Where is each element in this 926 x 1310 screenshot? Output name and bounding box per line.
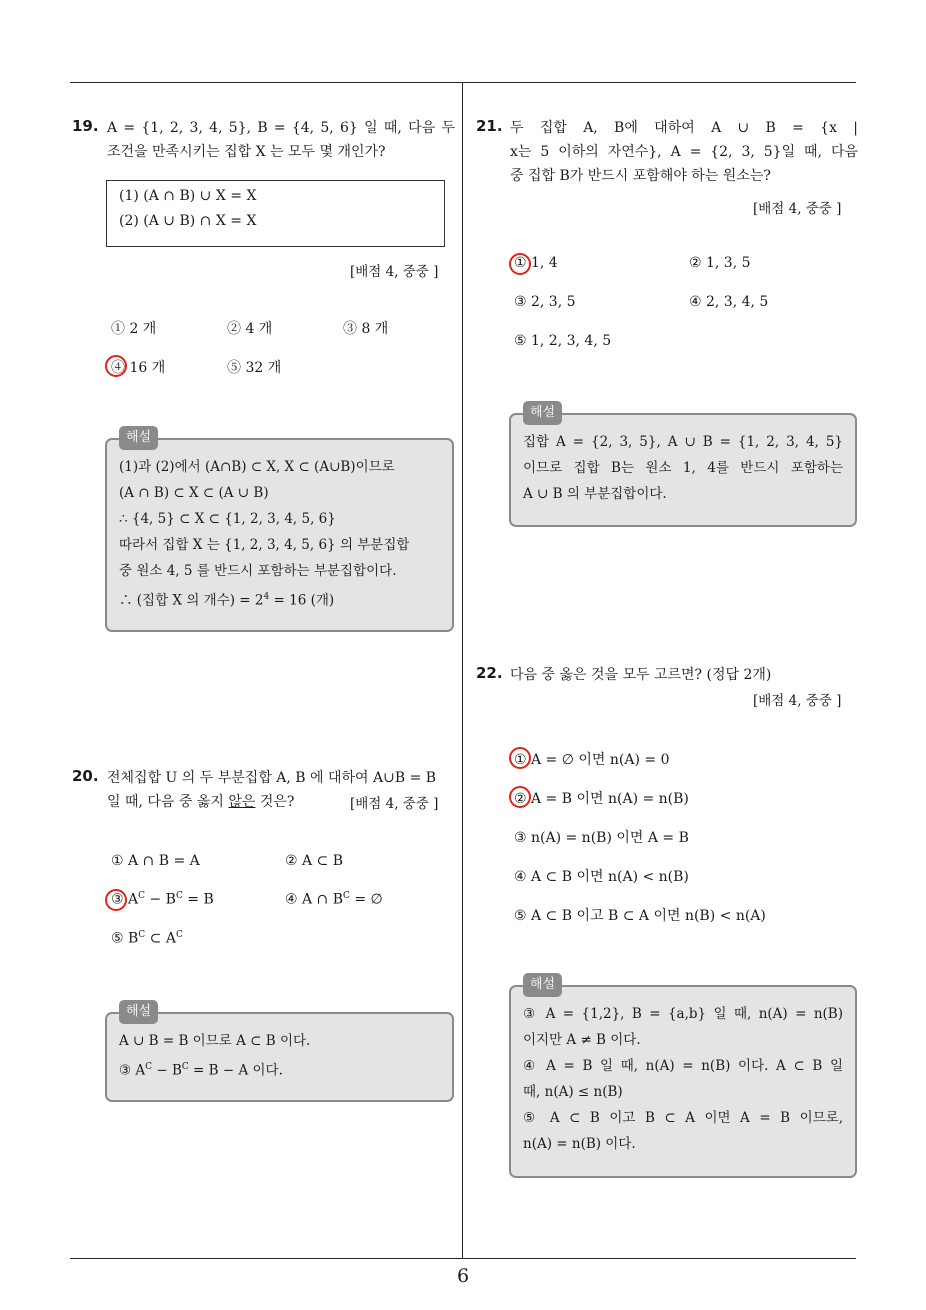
solution-label: 해설 xyxy=(119,426,158,450)
question-21-score: [배점 4, 중중 ] xyxy=(753,201,842,217)
q22-choice-4[interactable]: ④ A ⊂ B 이면 n(A) < n(B) xyxy=(514,869,689,885)
condition-2: (2) (A ∪ B) ∩ X = X xyxy=(119,213,257,229)
answer-mark-circle xyxy=(509,253,531,275)
condition-1: (1) (A ∩ B) ∪ X = X xyxy=(119,188,257,204)
column-divider xyxy=(462,82,463,1259)
q22-choice-2[interactable]: ② A = B 이면 n(A) = n(B) xyxy=(514,791,689,807)
underlined-word: 않은 xyxy=(228,794,256,810)
q19-choice-1[interactable]: ① 2 개 xyxy=(111,321,157,337)
q21-choice-2[interactable]: ② 1, 3, 5 xyxy=(689,255,751,271)
q20-choice-1[interactable]: ① A ∩ B = A xyxy=(111,853,200,869)
question-20-score: [배점 4, 중중 ] xyxy=(350,796,439,812)
question-19-score: [배점 4, 중중 ] xyxy=(350,264,439,280)
question-21-text: 두 집합 A, B에 대하여 A ∪ B = {x | x는 5 이하의 자연수}, A = {2, 3, 5}일 때, 다음 중 집합 B가 반드시 포함해야 하는 원소는? xyxy=(510,120,858,184)
q20-choice-2[interactable]: ② A ⊂ B xyxy=(285,853,344,869)
q19-choice-2[interactable]: ② 4 개 xyxy=(227,321,273,337)
q21-choice-4[interactable]: ④ 2, 3, 4, 5 xyxy=(689,294,769,310)
question-19-conditions xyxy=(106,180,445,247)
page-number: 6 xyxy=(456,1265,470,1287)
q19-choice-4[interactable]: ④ 16 개 xyxy=(111,360,166,376)
q22-choice-5[interactable]: ⑤ A ⊂ B 이고 B ⊂ A 이면 n(B) < n(A) xyxy=(514,908,766,924)
question-22-number: 22. xyxy=(476,664,503,682)
answer-mark-circle xyxy=(509,747,531,769)
q20-choice-5[interactable]: ⑤ $B^C$ ⊂ $A^C$ xyxy=(111,930,183,947)
q19-choice-3[interactable]: ③ 8 개 xyxy=(343,321,389,337)
question-19-text: A = {1, 2, 3, 4, 5}, B = {4, 5, 6} 일 때, 다음 두 조건을 만족시키는 집합 X 는 모두 몇 개인가? xyxy=(107,120,455,160)
question-21-number: 21. xyxy=(476,117,503,135)
q22-choice-3[interactable]: ③ n(A) = n(B) 이면 A = B xyxy=(514,830,689,846)
bottom-rule xyxy=(70,1258,856,1259)
q20-choice-4[interactable]: ④ A ∩ $B^C$ = ∅ xyxy=(285,891,383,908)
answer-mark-circle xyxy=(105,889,127,911)
question-19-solution: 해설 (1)과 (2)에서 (A∩B) ⊂ X, X ⊂ (A∪B)이므로 (A ∩ B) ⊂ X ⊂ (A ∪ B) ∴ {4, 5} ⊂ X ⊂ {1, 2, 3, 4, 5, 6} 따라서 집합 X 는 {1, 2, 3, 4, 5, 6} 의 부분집합 중 원소 4, 5 를 반드시 포함하는 부분집합이다. ∴ (집합 X 의 개수) = $2^4 = 16$ (개) xyxy=(105,438,454,632)
q21-choice-3[interactable]: ③ 2, 3, 5 xyxy=(514,294,576,310)
question-22-solution: 해설 ③ A = {1,2}, B = {a,b} 일 때, n(A) = n(B) 이지만 A ≠ B 이다. ④ A = B 일 때, n(A) = n(B) 이다. A ⊂ B 일 때, n(A) ≤ n(B) ⑤ A ⊂ B 이고 B ⊂ A 이면 A = B 이므로, n(A) = n(B) 이다. xyxy=(509,985,857,1178)
solution-label: 해설 xyxy=(523,973,562,997)
question-20-number: 20. xyxy=(72,767,99,785)
q21-choice-5[interactable]: ⑤ 1, 2, 3, 4, 5 xyxy=(514,333,612,349)
question-20-text: 전체집합 U 의 두 부분집합 A, B 에 대하여 A∪B = B 일 때, 다음 중 옳지 않은 것은? xyxy=(107,770,437,810)
answer-mark-circle xyxy=(509,786,531,808)
question-22-text: 다음 중 옳은 것을 모두 고르면? (정답 2개) xyxy=(510,667,772,683)
question-20-solution: 해설 A ∪ B = B 이므로 A ⊂ B 이다. ③ $A^C - B^C = B - A$ 이다. xyxy=(105,1012,454,1102)
q22-choice-1[interactable]: ① A = ∅ 이면 n(A) = 0 xyxy=(514,752,670,768)
solution-label: 해설 xyxy=(523,401,562,425)
q19-choice-5[interactable]: ⑤ 32 개 xyxy=(227,360,282,376)
question-21-solution: 해설 집합 A = {2, 3, 5}, A ∪ B = {1, 2, 3, 4, 5} 이므로 집합 B는 원소 1, 4를 반드시 포함하는 A ∪ B 의 부분집합이다. xyxy=(509,413,857,527)
q20-choice-3[interactable]: ③ $A^C - B^C = B$ xyxy=(111,891,214,908)
question-19-number: 19. xyxy=(72,117,99,135)
answer-mark-circle xyxy=(105,355,127,377)
top-rule xyxy=(70,82,856,83)
q21-choice-1[interactable]: ① 1, 4 xyxy=(514,255,558,271)
question-22-score: [배점 4, 중중 ] xyxy=(753,693,842,709)
solution-label: 해설 xyxy=(119,1000,158,1024)
